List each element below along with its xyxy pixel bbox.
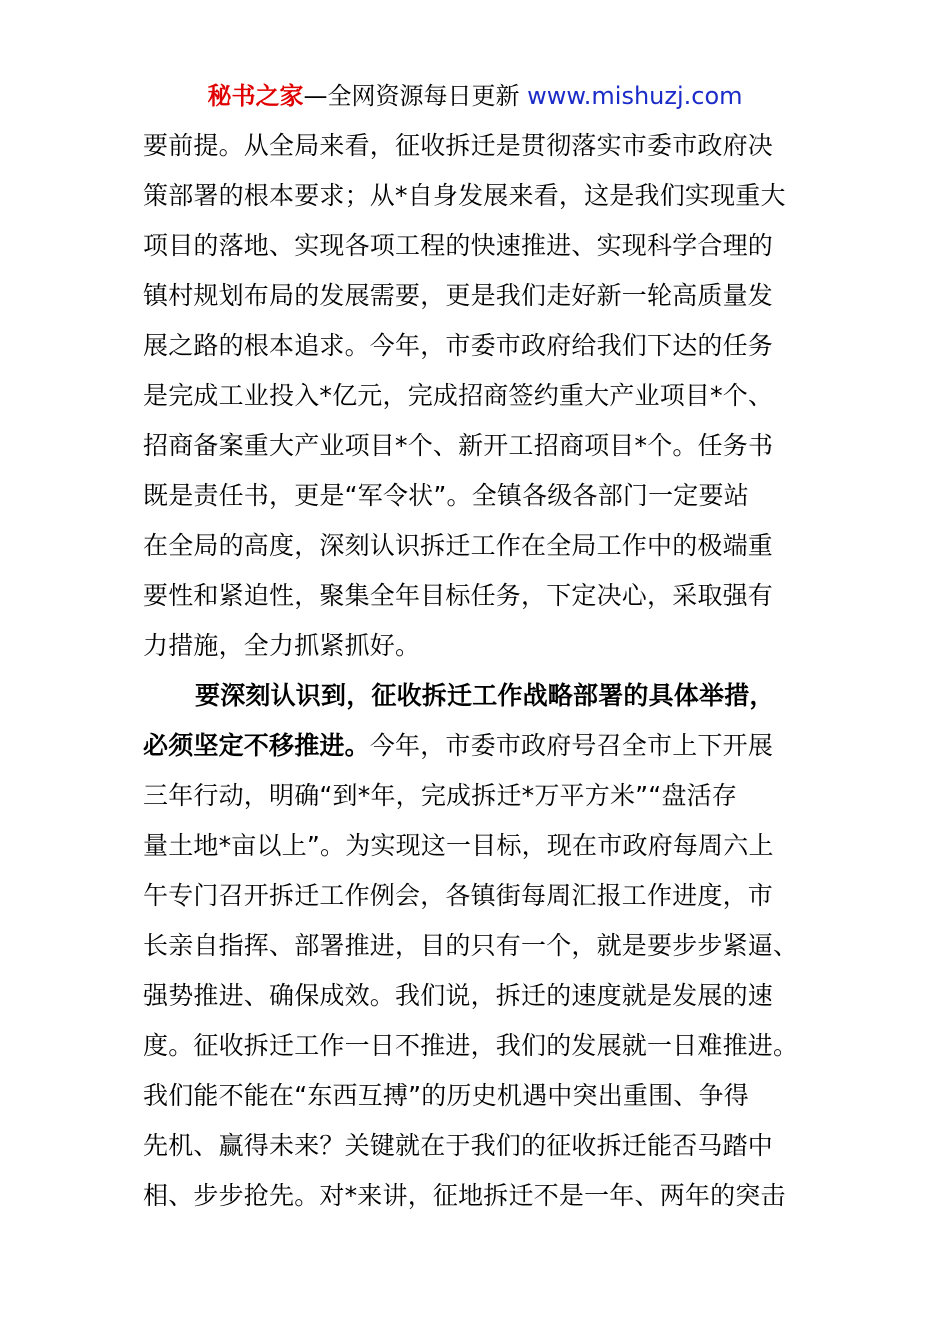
text-line: 要前提。从全局来看，征收拆迁是贯彻落实市委市政府决: [143, 131, 774, 160]
text-line: 展之路的根本追求。今年，市委市政府给我们下达的任务: [143, 331, 774, 360]
text-line: 度。征收拆迁工作一日不推进，我们的发展就一日难推进。: [143, 1031, 799, 1060]
site-url[interactable]: www.mishuzj.com: [527, 82, 743, 110]
text-line: 镇村规划布局的发展需要，更是我们走好新一轮高质量发: [143, 281, 774, 310]
text-line: 午专门召开拆迁工作例会，各镇街每周汇报工作进度，市: [143, 881, 774, 910]
text-line: 在全局的高度，深刻认识拆迁工作在全局工作中的极端重: [143, 531, 774, 560]
text-line: 长亲自指挥、部署推进，目的只有一个，就是要步步紧逼、: [143, 931, 799, 960]
text-line: 既是责任书，更是“军令状”。全镇各级各部门一定要站: [143, 481, 749, 510]
text-line: 先机、赢得未来？关键就在于我们的征收拆迁能否马踏中: [143, 1131, 774, 1160]
text-line: 强势推进、确保成效。我们说，拆迁的速度就是发展的速: [143, 981, 774, 1010]
text-line: [143, 721, 803, 771]
paragraph-heading-end: 必须坚定不移推进。: [143, 731, 370, 760]
site-tagline: —全网资源每日更新: [303, 82, 528, 110]
text-line: 我们能不能在“东西互搏”的历史机遇中突出重围、争得: [143, 1081, 749, 1110]
text-line: 招商备案重大产业项目*个、新开工招商项目*个。任务书: [143, 431, 774, 460]
text-line: 项目的落地、实现各项工程的快速推进、实现科学合理的: [143, 231, 774, 260]
document-body: [143, 121, 803, 1221]
text-line: 策部署的根本要求；从*自身发展来看，这是我们实现重大: [143, 181, 786, 210]
text-line: 三年行动，明确“到*年，完成拆迁*万平方米”“盘活存: [143, 781, 738, 810]
paragraph-2: [143, 671, 803, 1221]
text-line: 相、步步抢先。对*来讲，征地拆迁不是一年、两年的突击: [143, 1181, 786, 1210]
site-brand: 秘书之家: [207, 82, 304, 110]
page-header: [0, 80, 950, 112]
text-line: 量土地*亩以上”。为实现这一目标，现在市政府每周六上: [143, 831, 774, 860]
text-line: 要性和紧迫性，聚集全年目标任务，下定决心，采取强有: [143, 581, 774, 610]
text-line: 是完成工业投入*亿元，完成招商签约重大产业项目*个、: [143, 381, 774, 410]
text-line: 力措施，全力抓紧抓好。: [143, 631, 421, 660]
paragraph-1: [143, 121, 803, 671]
text-span: 今年，市委市政府号召全市上下开展: [369, 731, 774, 760]
paragraph-heading: 要深刻认识到，征收拆迁工作战略部署的具体举措，: [195, 681, 775, 710]
